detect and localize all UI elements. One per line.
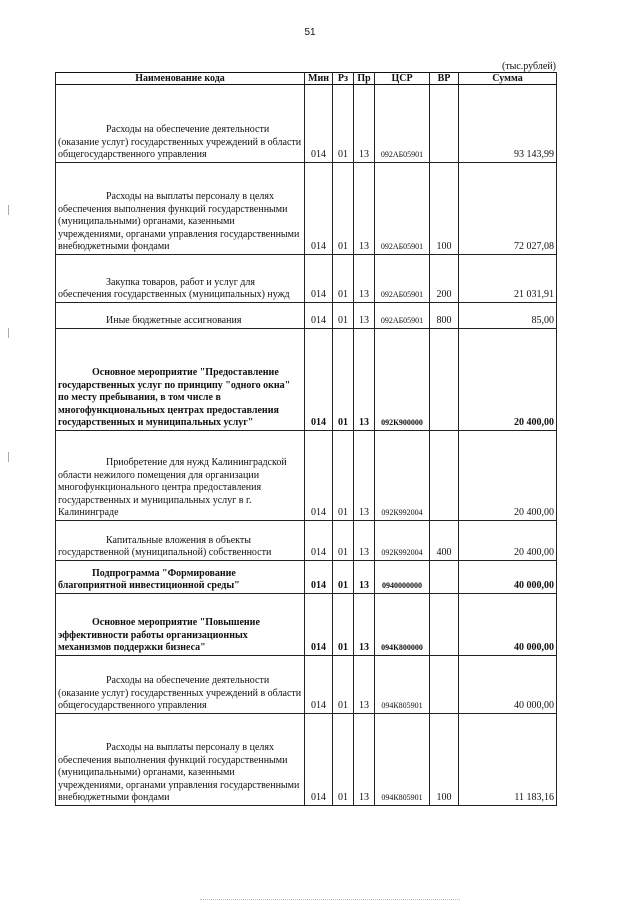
row-rz: 01 — [333, 656, 354, 714]
row-sum: 20 400,00 — [459, 521, 557, 561]
table-row — [56, 714, 557, 806]
row-pr: 13 — [354, 255, 375, 303]
table-header-row — [56, 73, 557, 85]
row-name: Основное мероприятие "Повышение эффективности работы организационных механизмов поддержки бизнеса" — [56, 594, 305, 656]
margin-mark — [8, 328, 9, 338]
units-label: (тыс.рублей) — [501, 61, 556, 72]
header-min: Мин — [305, 73, 333, 85]
table-row — [56, 329, 557, 431]
row-sum: 40 000,00 — [459, 594, 557, 656]
margin-mark — [8, 452, 9, 462]
header-pr: Пр — [354, 73, 375, 85]
row-csr: 094К805901 — [375, 656, 430, 714]
row-pr: 13 — [354, 431, 375, 521]
row-vr: 400 — [430, 521, 459, 561]
row-sum: 85,00 — [459, 303, 557, 329]
row-pr: 13 — [354, 656, 375, 714]
row-sum: 20 400,00 — [459, 329, 557, 431]
row-pr: 13 — [354, 163, 375, 255]
row-name: Расходы на выплаты персоналу в целях обеспечения выполнения функций государственными (муниципальными) органами, казенными учреждениями, органами управления государственными внебюджетными фондами — [56, 163, 305, 255]
row-sum: 72 027,08 — [459, 163, 557, 255]
row-rz: 01 — [333, 594, 354, 656]
row-min: 014 — [305, 329, 333, 431]
row-pr: 13 — [354, 303, 375, 329]
row-vr: 100 — [430, 163, 459, 255]
row-sum: 40 000,00 — [459, 561, 557, 594]
row-vr — [430, 561, 459, 594]
row-csr: 094К805901 — [375, 714, 430, 806]
table-row — [56, 561, 557, 594]
row-vr — [430, 329, 459, 431]
row-sum: 93 143,99 — [459, 85, 557, 163]
row-csr: 092АБ05901 — [375, 303, 430, 329]
row-sum: 11 183,16 — [459, 714, 557, 806]
header-rz: Рз — [333, 73, 354, 85]
row-csr: 092К992004 — [375, 521, 430, 561]
row-pr: 13 — [354, 521, 375, 561]
row-pr: 13 — [354, 561, 375, 594]
table-row — [56, 521, 557, 561]
row-sum: 21 031,91 — [459, 255, 557, 303]
scan-artifact — [200, 899, 460, 901]
row-csr: 092АБ05901 — [375, 85, 430, 163]
table-row — [56, 303, 557, 329]
row-rz: 01 — [333, 561, 354, 594]
row-csr: 092АБ05901 — [375, 255, 430, 303]
row-pr: 13 — [354, 329, 375, 431]
row-csr: 092К900000 — [375, 329, 430, 431]
row-sum: 20 400,00 — [459, 431, 557, 521]
header-sum: Сумма — [459, 73, 557, 85]
header-name: Наименование кода — [56, 73, 305, 85]
row-min: 014 — [305, 714, 333, 806]
row-rz: 01 — [333, 85, 354, 163]
row-rz: 01 — [333, 303, 354, 329]
row-name: Расходы на выплаты персоналу в целях обеспечения выполнения функций государственными (муниципальными) органами, казенными учреждениями, органами управления государственными внебюджетными фондами — [56, 714, 305, 806]
row-csr: 094К800000 — [375, 594, 430, 656]
row-pr: 13 — [354, 714, 375, 806]
row-name: Капитальные вложения в объекты государственной (муниципальной) собственности — [56, 521, 305, 561]
row-vr: 800 — [430, 303, 459, 329]
row-vr — [430, 85, 459, 163]
table-row — [56, 656, 557, 714]
row-vr: 100 — [430, 714, 459, 806]
row-min: 014 — [305, 255, 333, 303]
row-csr: 092АБ05901 — [375, 163, 430, 255]
row-min: 014 — [305, 521, 333, 561]
page-number: 51 — [304, 27, 316, 38]
row-vr: 200 — [430, 255, 459, 303]
header-csr: ЦСР — [375, 73, 430, 85]
row-min: 014 — [305, 85, 333, 163]
table-row — [56, 163, 557, 255]
table-row — [56, 85, 557, 163]
row-min: 014 — [305, 431, 333, 521]
row-min: 014 — [305, 163, 333, 255]
row-min: 014 — [305, 656, 333, 714]
row-name: Расходы на обеспечение деятельности (оказание услуг) государственных учреждений в области общегосударственного управления — [56, 85, 305, 163]
row-name: Приобретение для нужд Калининградской области нежилого помещения для организации многофункционального центра предоставления государственных и муниципальных услуг в г. Калининграде — [56, 431, 305, 521]
row-name: Иные бюджетные ассигнования — [56, 303, 305, 329]
row-name: Основное мероприятие "Предоставление государственных услуг по принципу "одного окна" по месту пребывания, в том числе в многофункциональных центрах предоставления государственных и муниципальных услуг" — [56, 329, 305, 431]
row-name: Закупка товаров, работ и услуг для обеспечения государственных (муниципальных) нужд — [56, 255, 305, 303]
budget-table — [55, 72, 557, 806]
row-vr — [430, 656, 459, 714]
row-rz: 01 — [333, 521, 354, 561]
row-min: 014 — [305, 561, 333, 594]
row-rz: 01 — [333, 255, 354, 303]
row-csr: 0940000000 — [375, 561, 430, 594]
row-rz: 01 — [333, 163, 354, 255]
row-rz: 01 — [333, 431, 354, 521]
table-row — [56, 255, 557, 303]
table-row — [56, 594, 557, 656]
row-pr: 13 — [354, 85, 375, 163]
row-min: 014 — [305, 594, 333, 656]
row-name: Расходы на обеспечение деятельности (оказание услуг) государственных учреждений в области общегосударственного управления — [56, 656, 305, 714]
row-vr — [430, 594, 459, 656]
row-name: Подпрограмма "Формирование благоприятной инвестиционной среды" — [56, 561, 305, 594]
row-sum: 40 000,00 — [459, 656, 557, 714]
row-csr: 092К992004 — [375, 431, 430, 521]
header-vr: ВР — [430, 73, 459, 85]
table-row — [56, 431, 557, 521]
row-pr: 13 — [354, 594, 375, 656]
row-min: 014 — [305, 303, 333, 329]
margin-mark — [8, 205, 9, 215]
row-vr — [430, 431, 459, 521]
row-rz: 01 — [333, 329, 354, 431]
row-rz: 01 — [333, 714, 354, 806]
